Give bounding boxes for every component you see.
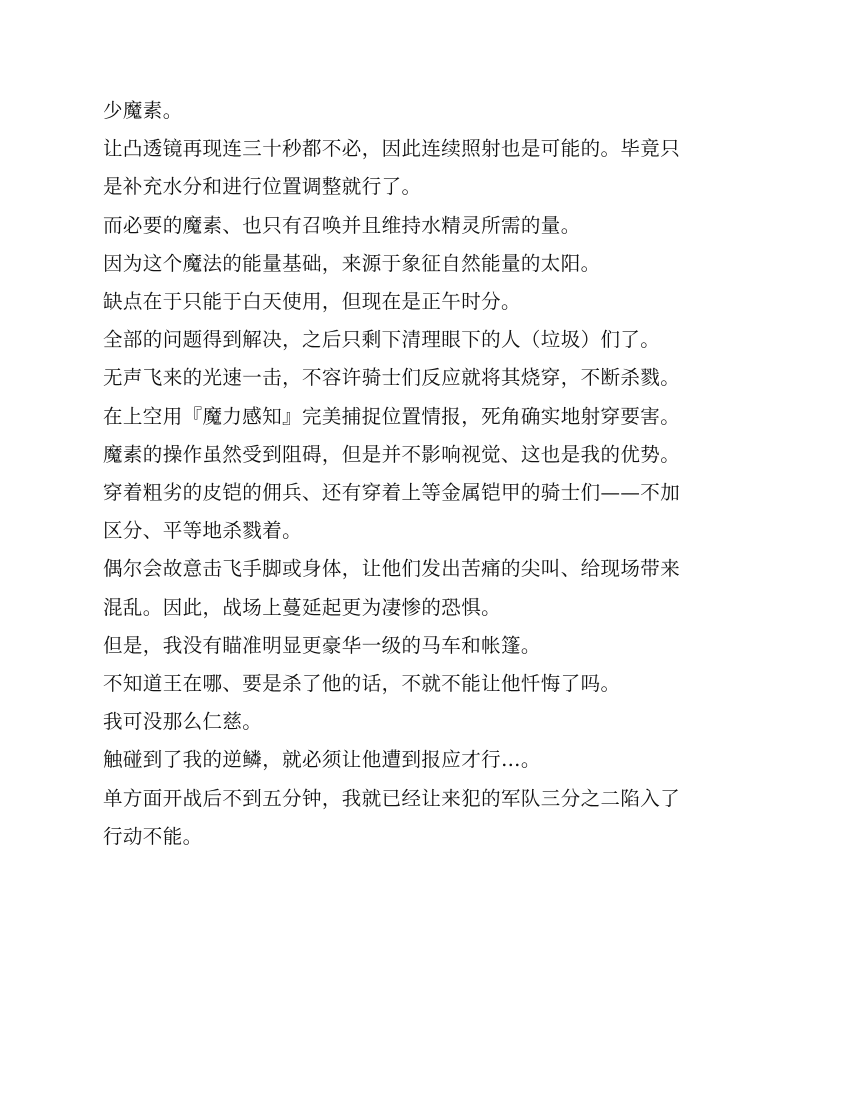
text-line: 单方面开战后不到五分钟，我就已经让来犯的军队三分之二陷入了 [103,786,681,810]
text-line: 让凸透镜再现连三十秒都不必，因此连续照射也是可能的。毕竟只 [103,137,681,161]
text-line: 区分、平等地杀戮着。 [103,519,303,543]
text-line: 无声飞来的光速一击，不容许骑士们反应就将其烧穿，不断杀戮。 [103,366,681,390]
text-line: 魔素的操作虽然受到阻碍，但是并不影响视觉、这也是我的优势。 [103,442,681,466]
text-line: 在上空用『魔力感知』完美捕捉位置情报，死角确实地射穿要害。 [103,404,681,428]
text-line: 而必要的魔素、也只有召唤并且维持水精灵所需的量。 [103,213,581,237]
text-line: 是补充水分和进行位置调整就行了。 [103,175,422,199]
text-line: 触碰到了我的逆鳞，就必须让他遭到报应才行…。 [103,748,541,772]
text-line: 穿着粗劣的皮铠的佣兵、还有穿着上等金属铠甲的骑士们——不加 [103,481,681,505]
text-body [103,92,743,856]
text-line: 我可没那么仁慈。 [103,710,263,734]
text-line: 缺点在于只能于白天使用，但现在是正午时分。 [103,290,521,314]
text-line: 混乱。因此，战场上蔓延起更为凄惨的恐惧。 [103,595,502,619]
text-line: 但是，我没有瞄准明显更豪华一级的马车和帐篷。 [103,633,541,657]
text-line: 因为这个魔法的能量基础，来源于象征自然能量的太阳。 [103,251,601,275]
text-line: 行动不能。 [103,824,203,848]
text-line: 少魔素。 [103,99,183,122]
text-line: 全部的问题得到解决，之后只剩下清理眼下的人（垃圾）们了。 [103,328,661,352]
text-line: 不知道王在哪、要是杀了他的话，不就不能让他忏悔了吗。 [103,672,621,696]
text-line: 偶尔会故意击飞手脚或身体，让他们发出苦痛的尖叫、给现场带来 [103,557,681,581]
